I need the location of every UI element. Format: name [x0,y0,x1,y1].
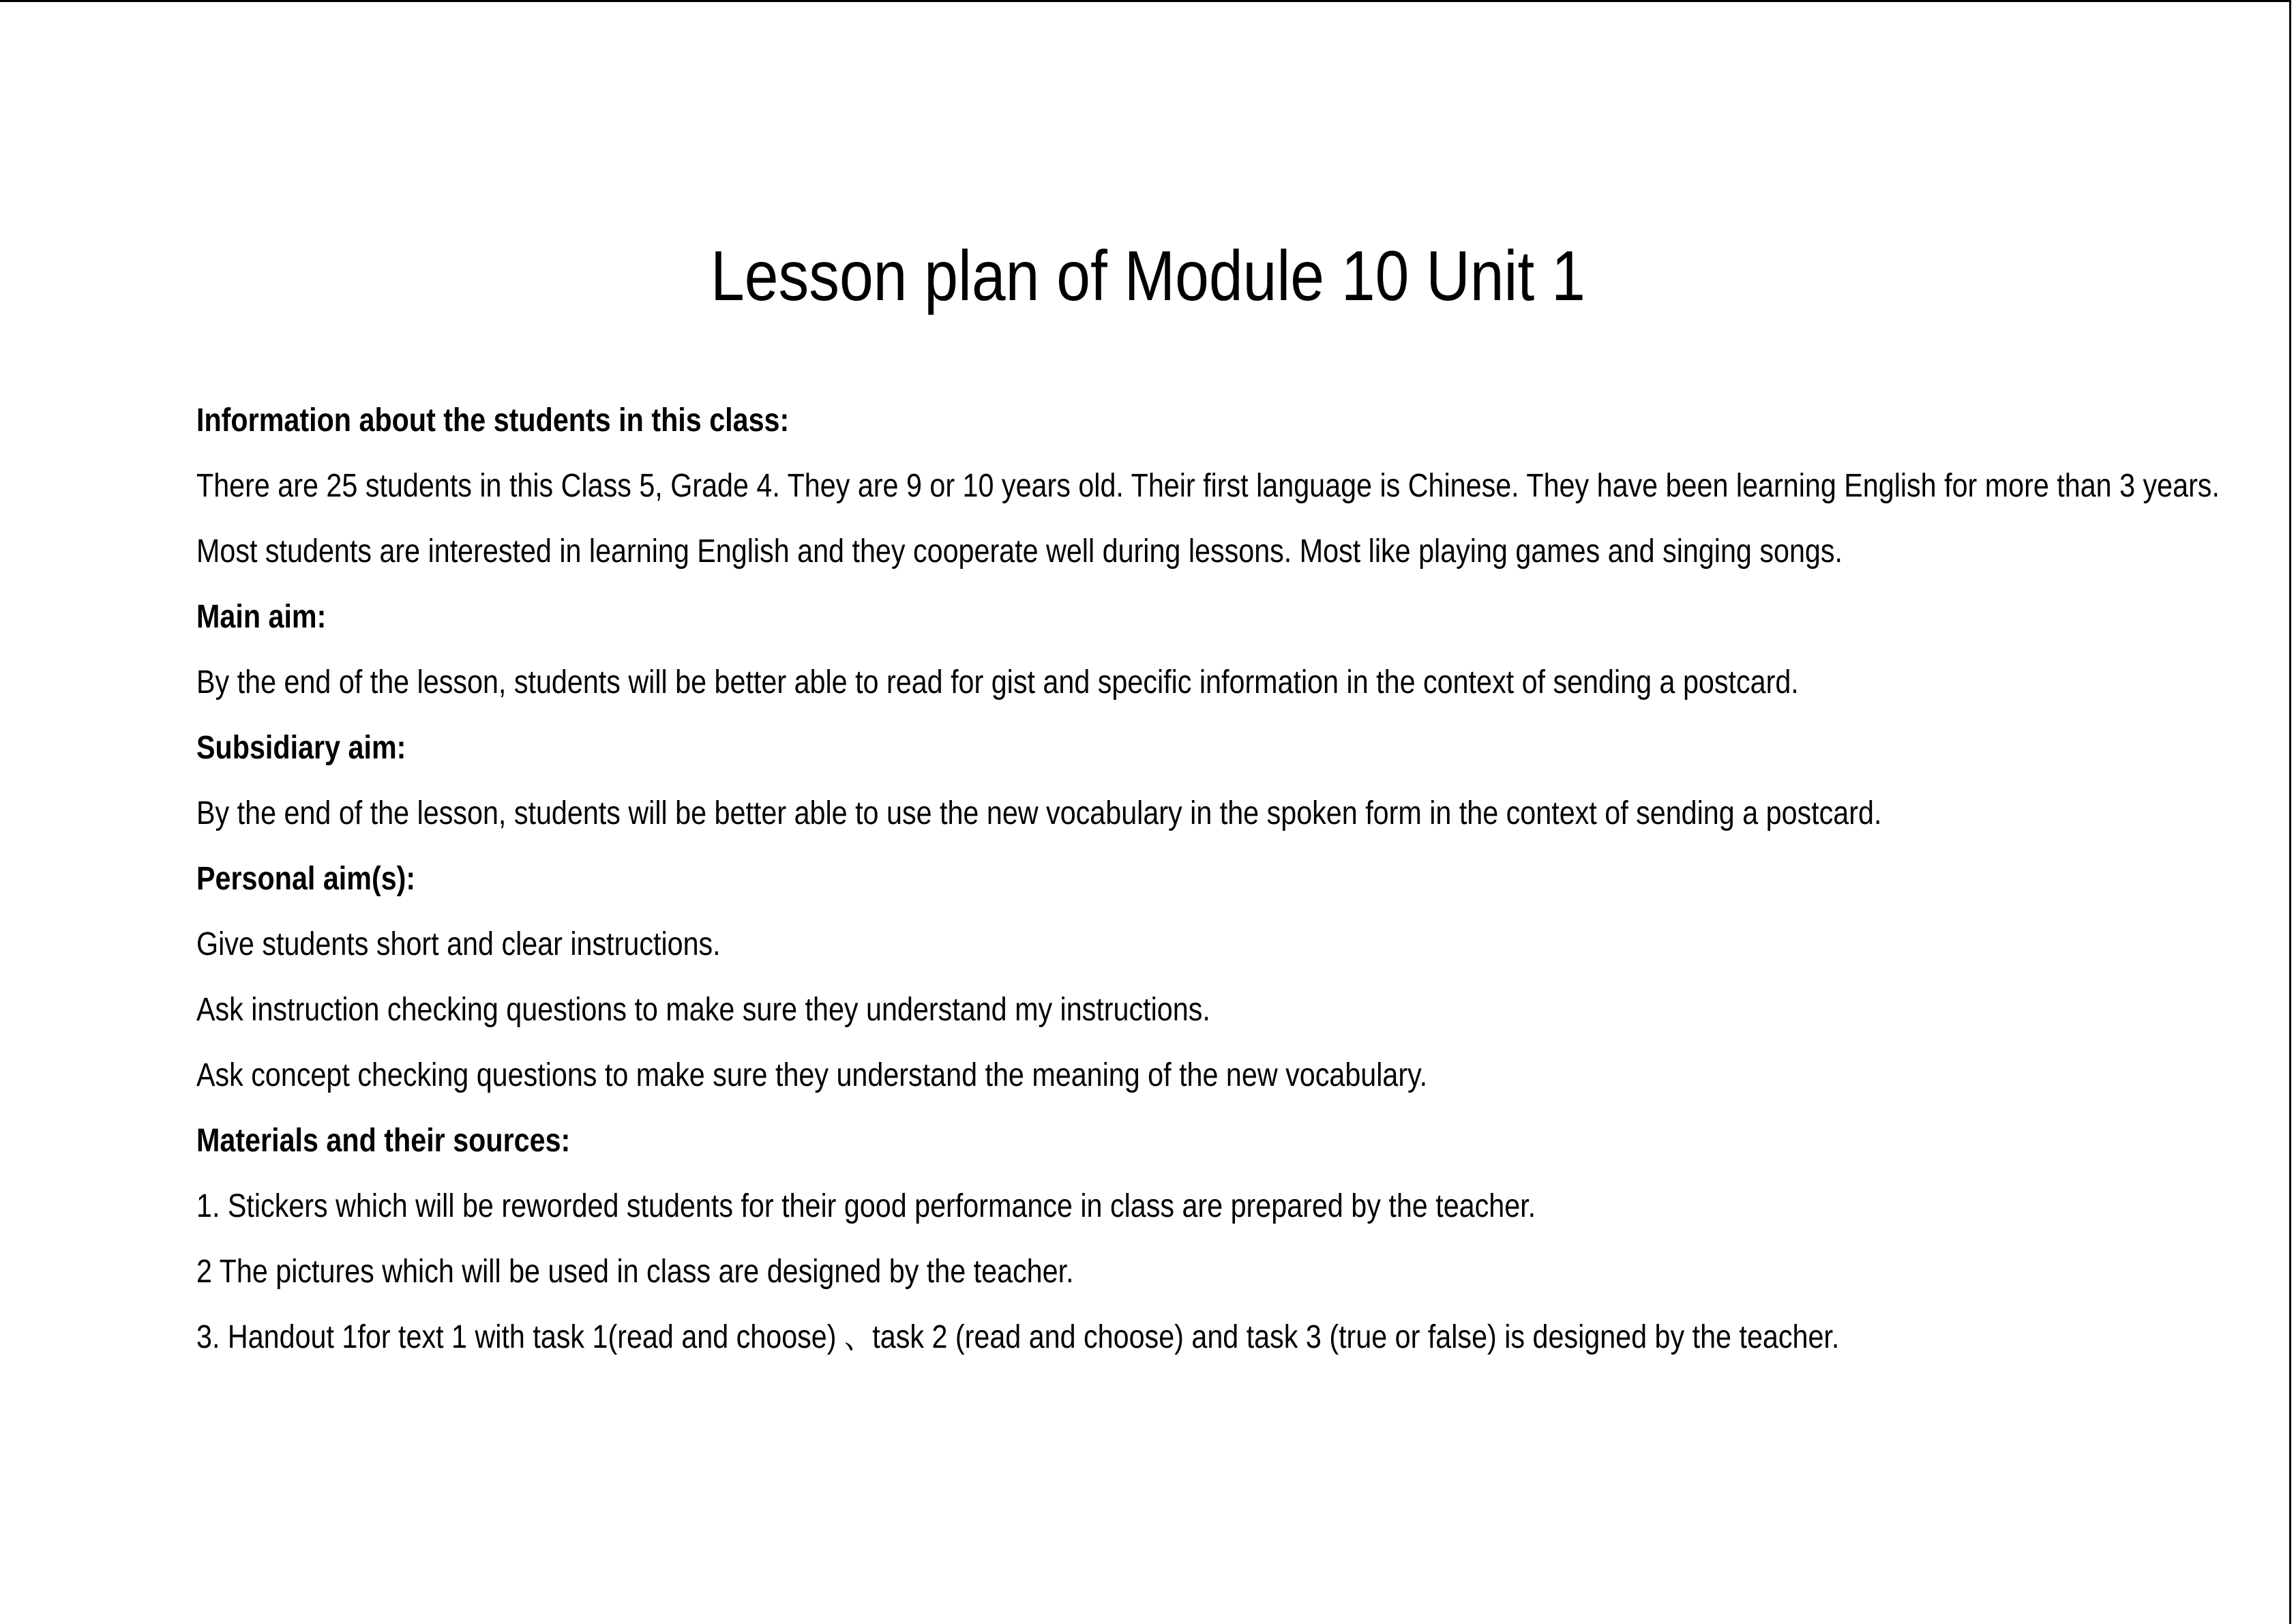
materials-item-3: 3. Handout 1for text 1 with task 1(read and choose) 、task 2 (read and choose) and task 3 (true or false) is designed by the teacher. [196,1319,1840,1355]
main-aim-heading: Main aim: [196,599,327,635]
materials-heading: Materials and their sources: [196,1123,571,1159]
personal-aim-item-1: Give students short and clear instructions. [196,926,721,962]
subsidiary-aim-text: By the end of the lesson, students will be better able to use the new vocabulary in the spoken form in the context of sending a postcard. [196,795,1882,831]
materials-item-1: 1. Stickers which will be reworded students for their good performance in class are prepared by the teacher. [196,1188,1536,1224]
personal-aim-item-3: Ask concept checking questions to make sure they understand the meaning of the new vocabulary. [196,1057,1428,1093]
main-aim-text: By the end of the lesson, students will be better able to read for gist and specific information in the context of sending a postcard. [196,664,1799,700]
page-title: Lesson plan of Module 10 Unit 1 [711,237,1585,316]
students-info-text-1: There are 25 students in this Class 5, Grade 4. They are 9 or 10 years old. Their first language is Chinese. They have been learning English for more than 3 years. [196,468,2220,504]
students-info-text-2: Most students are interested in learning English and they cooperate well during lessons. Most like playing games and singing songs. [196,533,1843,570]
materials-item-2: 2 The pictures which will be used in class are designed by the teacher. [196,1254,1074,1290]
personal-aim-item-2: Ask instruction checking questions to make sure they understand my instructions. [196,992,1210,1028]
subsidiary-aim-heading: Subsidiary aim: [196,730,406,766]
students-info-heading: Information about the students in this class: [196,402,790,439]
document-body [196,400,2235,1383]
personal-aims-heading: Personal aim(s): [196,861,416,897]
